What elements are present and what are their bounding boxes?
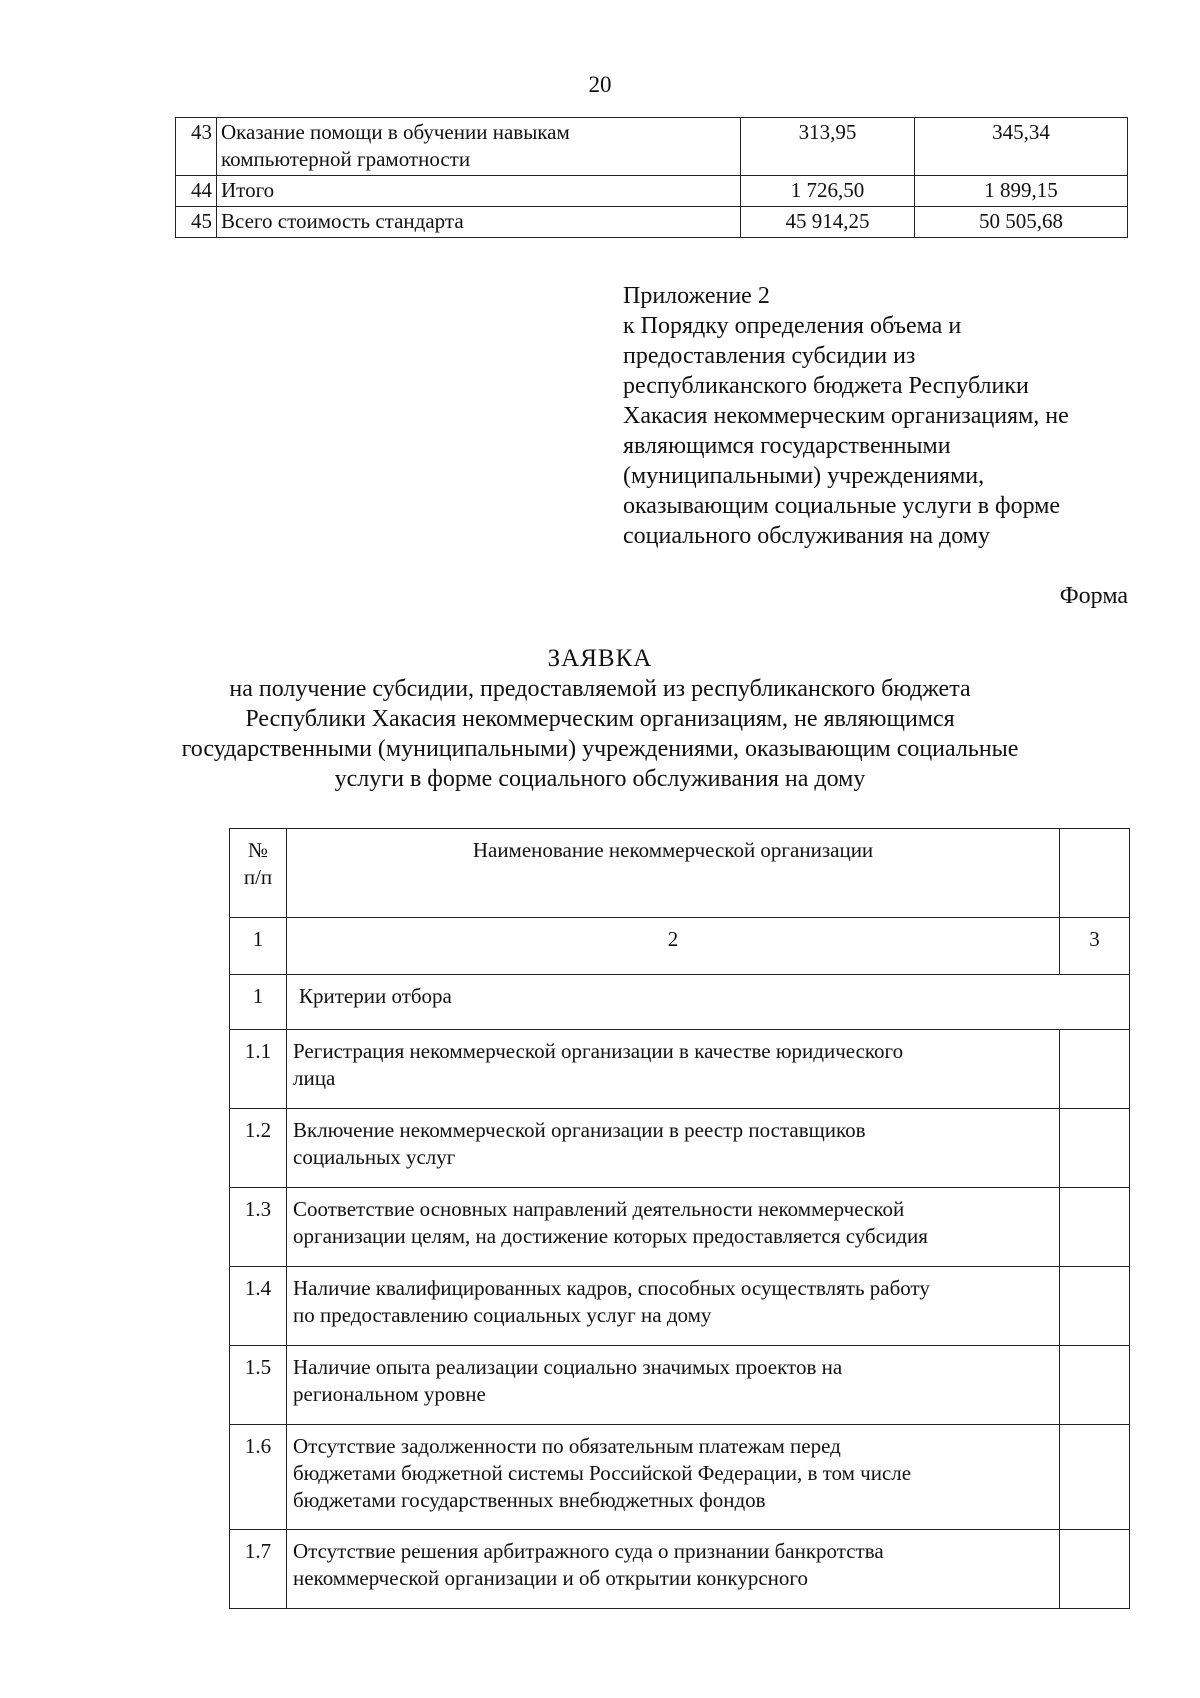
table-row — [176, 176, 1128, 207]
criterion-number: 1.6 — [230, 1425, 287, 1530]
cost-value-2: 345,34 — [915, 118, 1128, 176]
criterion-line: некоммерческой организации и об открытии конкурсного — [293, 1566, 808, 1590]
criterion-value-cell[interactable] — [1060, 1188, 1130, 1267]
cost-value-1: 45 914,25 — [741, 207, 915, 238]
criterion-line: Включение некоммерческой организации в реестр поставщиков — [293, 1118, 866, 1142]
cost-table — [175, 117, 1128, 238]
appendix-line: оказывающим социальные услуги в форме — [623, 493, 1061, 519]
application-title: ЗАЯВКА — [547, 645, 653, 672]
appendix-line: к Порядку определения объема и — [623, 313, 962, 339]
page-number: 20 — [588, 72, 612, 97]
criterion-value-cell[interactable] — [1060, 1425, 1130, 1530]
criterion-line: региональном уровне — [293, 1382, 486, 1406]
table-row — [230, 1425, 1130, 1530]
column-number: 3 — [1060, 918, 1130, 975]
service-name — [217, 118, 741, 176]
row-number: 43 — [176, 118, 217, 176]
appendix-line: являющимся государственными — [623, 433, 951, 459]
column-numbers-row — [230, 918, 1130, 975]
appendix-line: (муниципальными) учреждениями, — [623, 463, 985, 489]
form-label: Форма — [1059, 583, 1128, 609]
criterion-text — [287, 1267, 1060, 1346]
criterion-number: 1.7 — [230, 1530, 287, 1609]
application-heading — [100, 644, 1100, 794]
column-number: 2 — [287, 918, 1060, 975]
table-row — [230, 1188, 1130, 1267]
criterion-value-cell[interactable] — [1060, 1530, 1130, 1609]
header-name-cell: Наименование некоммерческой организации — [287, 829, 1060, 918]
criterion-line: лица — [293, 1066, 336, 1090]
application-form-table — [229, 828, 1130, 1609]
criterion-value-cell[interactable] — [1060, 1030, 1130, 1109]
cost-value-2: 50 505,68 — [915, 207, 1128, 238]
criterion-text — [287, 1109, 1060, 1188]
criterion-text — [287, 1030, 1060, 1109]
row-number: 45 — [176, 207, 217, 238]
section-row — [230, 975, 1130, 1030]
application-subtitle-line: услуги в форме социального обслуживания на дому — [334, 766, 866, 792]
criterion-number: 1.1 — [230, 1030, 287, 1109]
criterion-text — [287, 1530, 1060, 1609]
cost-value-2: 1 899,15 — [915, 176, 1128, 207]
appendix-line: социального обслуживания на дому — [623, 523, 990, 549]
column-number: 1 — [230, 918, 287, 975]
criterion-number: 1.3 — [230, 1188, 287, 1267]
header-number-cell — [230, 829, 287, 918]
criterion-value-cell[interactable] — [1060, 1346, 1130, 1425]
section-number: 1 — [230, 975, 287, 1030]
table-row — [230, 1109, 1130, 1188]
service-name: Итого — [217, 176, 741, 207]
criterion-number: 1.2 — [230, 1109, 287, 1188]
criterion-line: Соответствие основных направлений деятельности некоммерческой — [293, 1197, 905, 1221]
appendix-line: Хакасия некоммерческим организациям, не — [623, 403, 1069, 429]
header-number-line: № — [247, 838, 269, 862]
criterion-value-cell[interactable] — [1060, 1109, 1130, 1188]
appendix-reference — [623, 281, 1123, 551]
service-name-line: компьютерной грамотности — [221, 147, 471, 171]
table-row — [230, 1267, 1130, 1346]
table-row — [230, 1530, 1130, 1609]
cost-value-1: 313,95 — [741, 118, 915, 176]
appendix-line: Приложение 2 — [623, 283, 770, 309]
appendix-line: предоставления субсидии из — [623, 343, 916, 369]
table-row — [230, 1030, 1130, 1109]
criterion-line: по предоставлению социальных услуг на дому — [293, 1303, 712, 1327]
application-subtitle-line: Республики Хакасия некоммерческим организациям, не являющимся — [245, 706, 955, 732]
criterion-text — [287, 1188, 1060, 1267]
header-value-cell — [1060, 829, 1130, 918]
criterion-line: Наличие квалифицированных кадров, способных осуществлять работу — [293, 1276, 930, 1300]
cost-value-1: 1 726,50 — [741, 176, 915, 207]
table-row — [176, 118, 1128, 176]
service-name-line: Оказание помощи в обучении навыкам — [221, 120, 570, 144]
criterion-line: бюджетами государственных внебюджетных фондов — [293, 1488, 766, 1512]
criterion-text — [287, 1346, 1060, 1425]
application-subtitle-line: на получение субсидии, предоставляемой из республиканского бюджета — [229, 676, 971, 702]
criterion-text — [287, 1425, 1060, 1530]
service-name: Всего стоимость стандарта — [217, 207, 741, 238]
criterion-line: организации целям, на достижение которых предоставляется субсидия — [293, 1224, 928, 1248]
section-label: Критерии отбора — [287, 975, 1130, 1030]
criterion-number: 1.5 — [230, 1346, 287, 1425]
criterion-line: социальных услуг — [293, 1145, 456, 1169]
header-number-line: п/п — [243, 865, 273, 889]
appendix-line: республиканского бюджета Республики — [623, 373, 1029, 399]
criterion-value-cell[interactable] — [1060, 1267, 1130, 1346]
table-row — [230, 1346, 1130, 1425]
criterion-line: Отсутствие решения арбитражного суда о признании банкротства — [293, 1539, 884, 1563]
row-number: 44 — [176, 176, 217, 207]
criterion-line: Регистрация некоммерческой организации в качестве юридического — [293, 1039, 904, 1063]
criterion-number: 1.4 — [230, 1267, 287, 1346]
criterion-line: бюджетами бюджетной системы Российской Федерации, в том числе — [293, 1461, 912, 1485]
table-header-row — [230, 829, 1130, 918]
application-subtitle-line: государственными (муниципальными) учреждениями, оказывающим социальные — [181, 736, 1019, 762]
criterion-line: Отсутствие задолженности по обязательным платежам перед — [293, 1434, 841, 1458]
table-row — [176, 207, 1128, 238]
criterion-line: Наличие опыта реализации социально значимых проектов на — [293, 1355, 843, 1379]
